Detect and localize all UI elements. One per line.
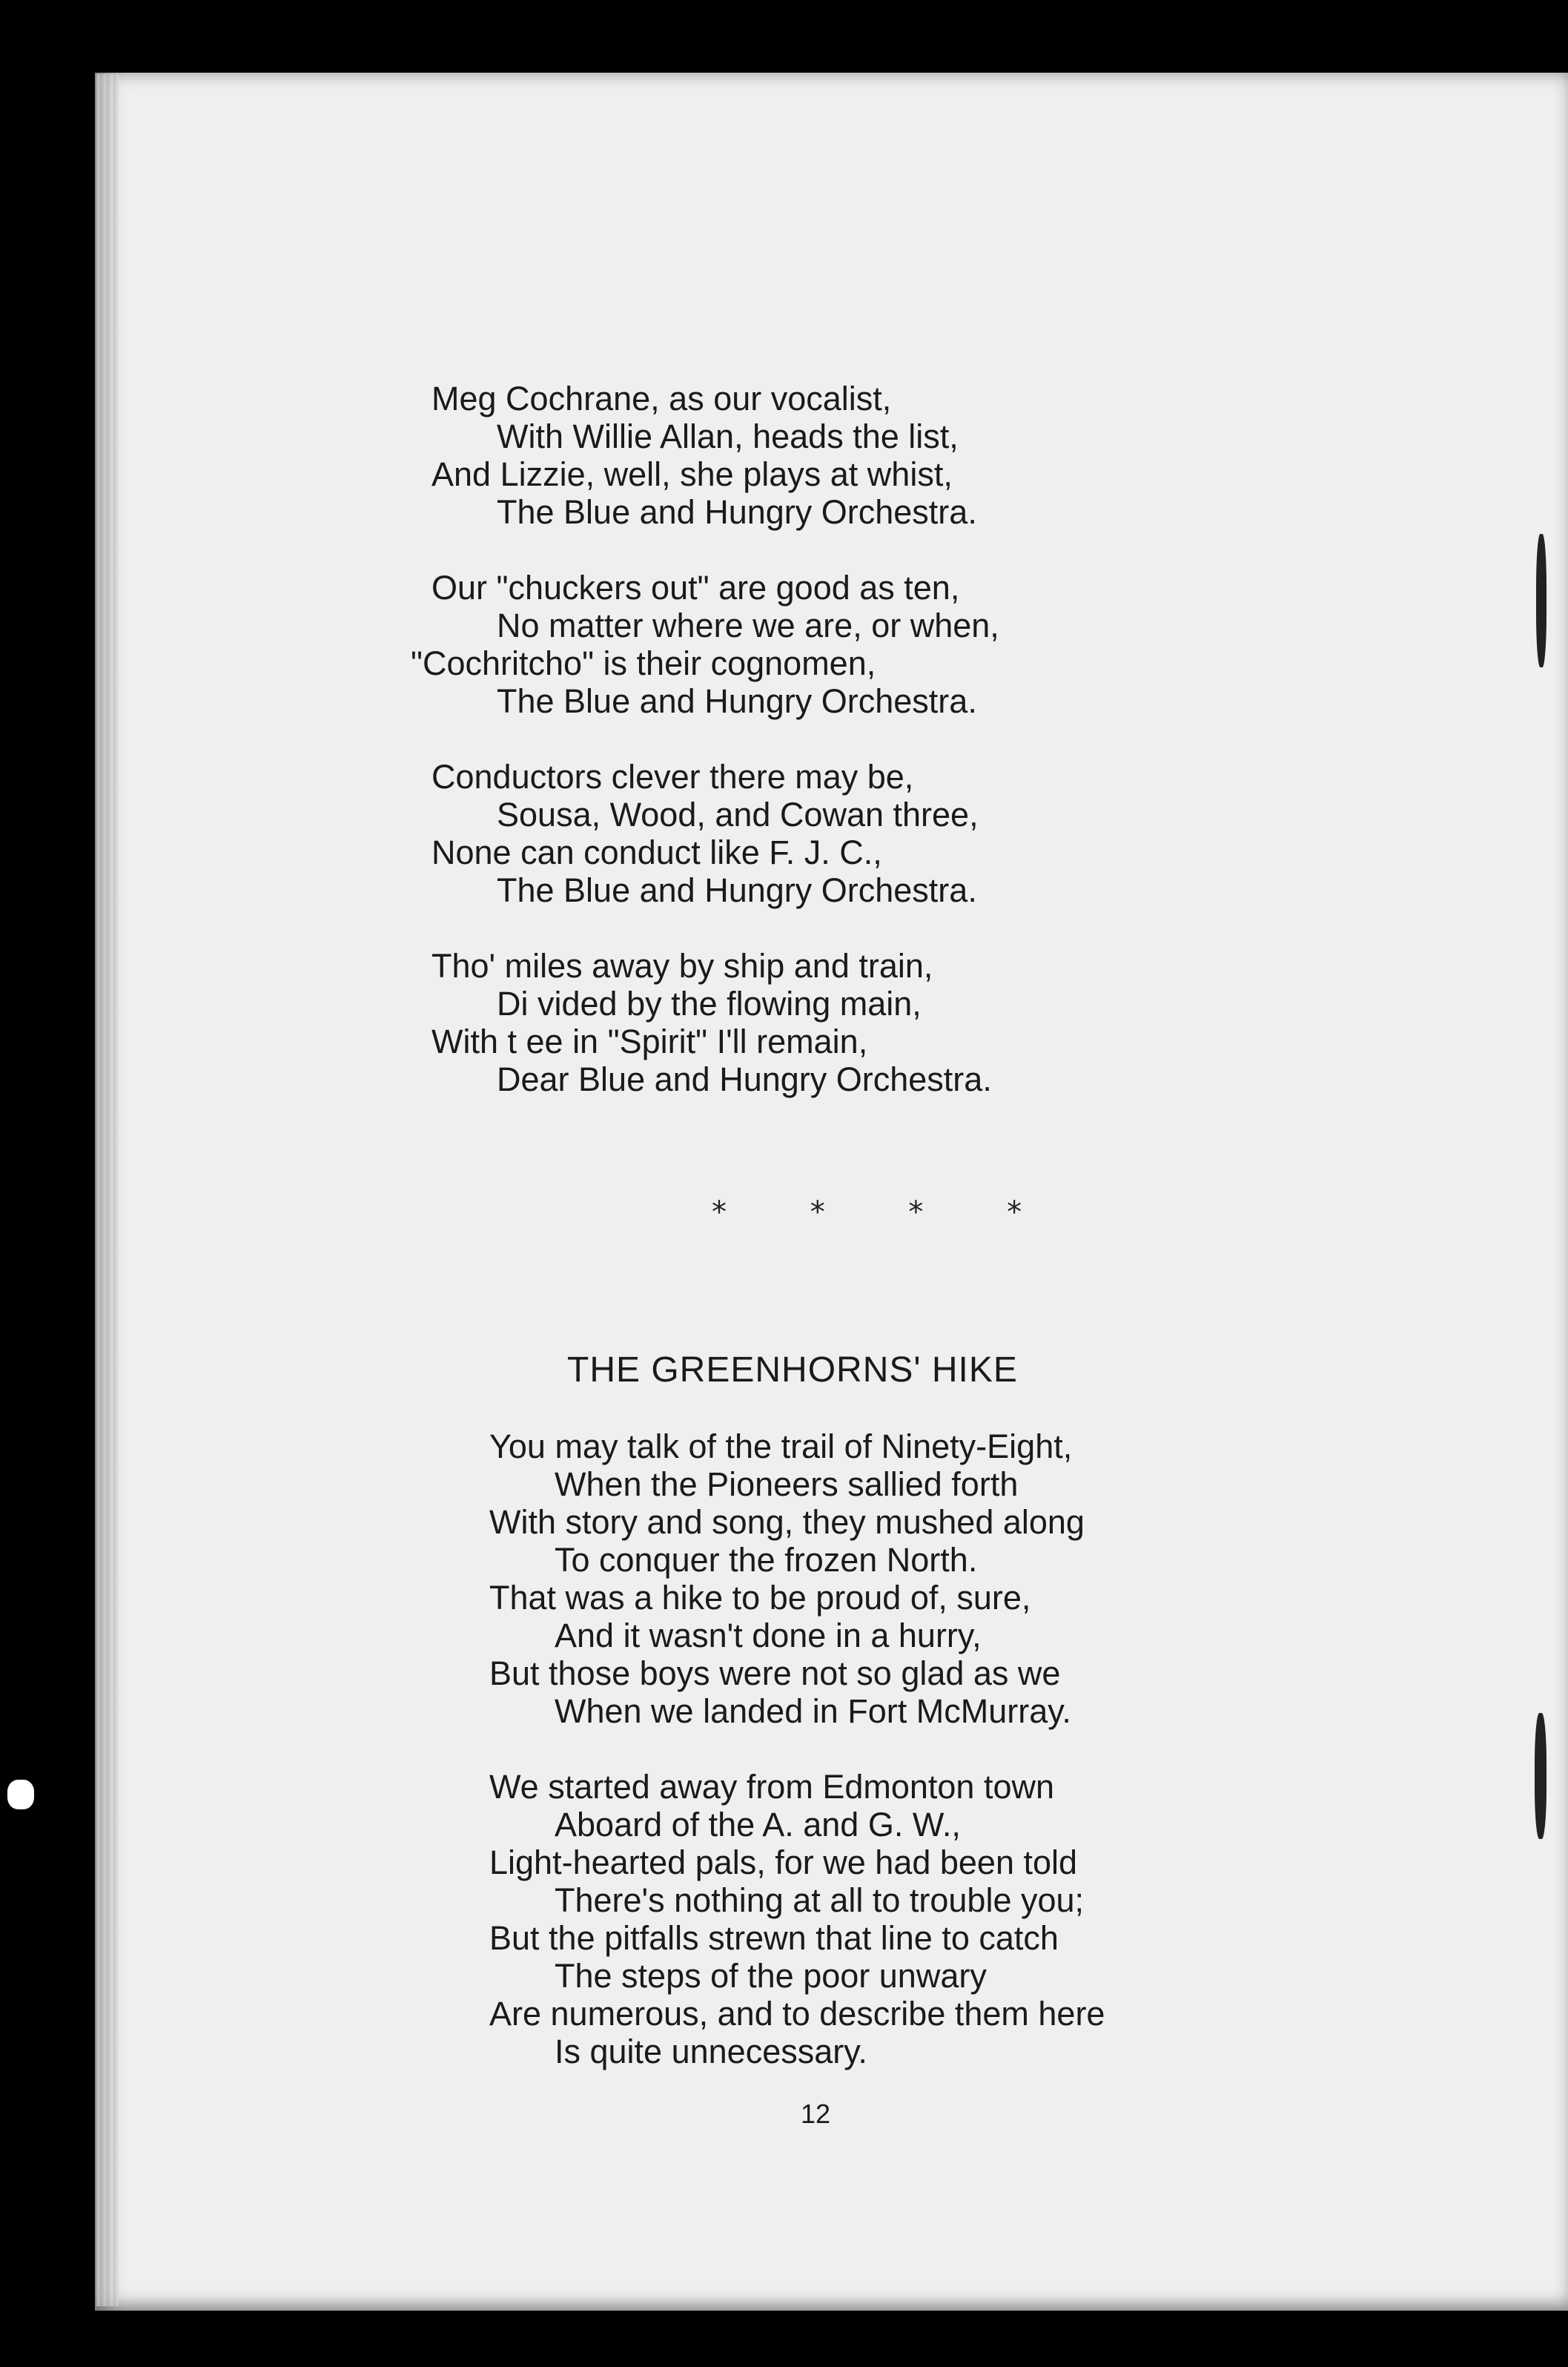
page-binding-edge: [96, 74, 119, 2306]
poem-title: THE GREENHORNS' HIKE: [567, 1350, 1018, 1390]
verse-line: When we landed in Fort McMurray.: [555, 1692, 1071, 1730]
verse-line: With t ee in "Spirit" I'll remain,: [431, 1023, 868, 1060]
verse-line: We started away from Edmonton town: [489, 1768, 1055, 1806]
verse-line: Is quite unnecessary.: [555, 2033, 867, 2070]
poem-orchestra: [411, 380, 999, 1136]
verse-line: Aboard of the A. and G. W.,: [555, 1806, 961, 1843]
section-separator: * * * *: [712, 1195, 1059, 1229]
verse-line: Di vided by the flowing main,: [497, 985, 922, 1023]
verse-line: You may talk of the trail of Ninety-Eight,: [489, 1427, 1073, 1465]
stanza-4: [431, 947, 999, 1098]
verse-line: But the pitfalls strewn that line to catch: [489, 1919, 1059, 1957]
stanza-1: [489, 1427, 1105, 1730]
poem-greenhorns-hike: [489, 1427, 1105, 2108]
verse-line: And it wasn't done in a hurry,: [555, 1617, 982, 1654]
stanza-2: [411, 569, 999, 720]
verse-line: But those boys were not so glad as we: [489, 1654, 1061, 1692]
stanza-2: [489, 1768, 1105, 2070]
verse-line: None can conduct like F. J. C.,: [431, 833, 882, 871]
scan-blemish-right-top: [1536, 534, 1547, 667]
verse-line: With Willie Allan, heads the list,: [497, 417, 959, 455]
verse-line: And Lizzie, well, she plays at whist,: [431, 455, 953, 493]
verse-line: Tho' miles away by ship and train,: [431, 947, 933, 985]
stanza-3: [431, 758, 999, 909]
verse-line: The Blue and Hungry Orchestra.: [497, 871, 977, 909]
verse-line: That was a hike to be proud of, sure,: [489, 1579, 1031, 1617]
verse-line: No matter where we are, or when,: [497, 607, 999, 644]
stanza-1: [431, 380, 999, 531]
verse-line: The Blue and Hungry Orchestra.: [497, 682, 977, 720]
verse-line: The Blue and Hungry Orchestra.: [497, 493, 977, 531]
scan-blemish-left: [7, 1780, 34, 1809]
verse-line: To conquer the frozen North.: [555, 1541, 978, 1579]
scan-blemish-right-bottom: [1535, 1713, 1547, 1839]
verse-line: Our "chuckers out" are good as ten,: [431, 569, 960, 607]
verse-line: Sousa, Wood, and Cowan three,: [497, 796, 979, 833]
verse-line: Are numerous, and to describe them here: [489, 1995, 1105, 2033]
verse-line: Conductors clever there may be,: [431, 758, 914, 796]
verse-line: Meg Cochrane, as our vocalist,: [431, 380, 892, 417]
verse-line: There's nothing at all to trouble you;: [555, 1881, 1085, 1919]
verse-line: "Cochritcho" is their cognomen,: [411, 644, 876, 682]
page-number: 12: [801, 2099, 831, 2129]
verse-line: The steps of the poor unwary: [555, 1957, 987, 1995]
verse-line: When the Pioneers sallied forth: [555, 1465, 1019, 1503]
verse-line: With story and song, they mushed along: [489, 1503, 1085, 1541]
verse-line: Dear Blue and Hungry Orchestra.: [497, 1060, 992, 1098]
verse-line: Light-hearted pals, for we had been told: [489, 1843, 1078, 1881]
